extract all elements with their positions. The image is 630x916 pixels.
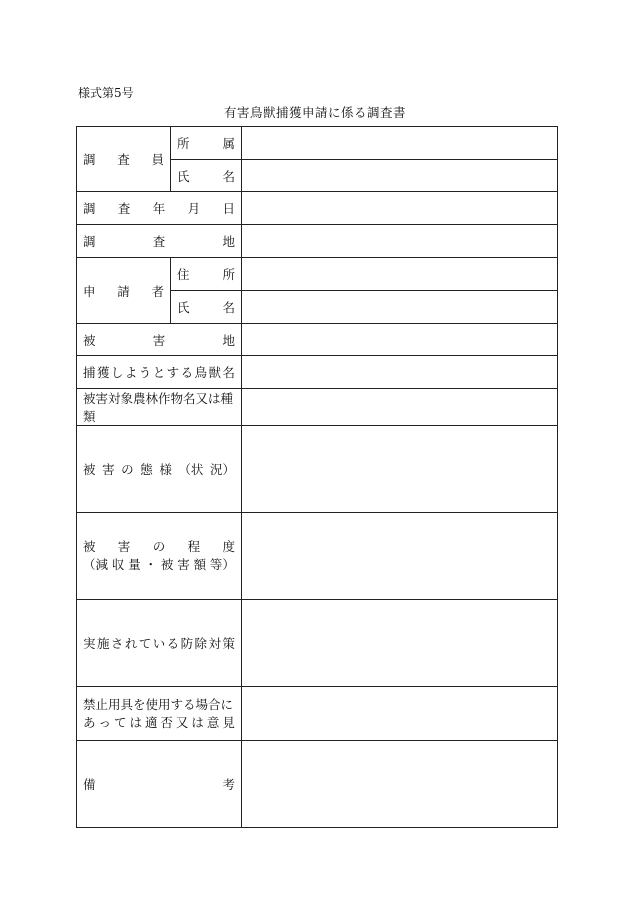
label-char: 員	[151, 152, 164, 167]
label-char: 量	[128, 557, 141, 572]
label-char: 査	[117, 201, 131, 216]
investigator-affiliation-field[interactable]	[242, 127, 558, 160]
prohibited-tools-field[interactable]	[242, 687, 558, 741]
label-char: っ	[98, 714, 111, 730]
form-number: 様式第5号	[78, 86, 134, 100]
label-char: 実	[83, 636, 96, 651]
label-char: て	[138, 636, 152, 651]
row-remarks	[77, 741, 558, 828]
row-damage-place	[77, 324, 558, 356]
label-char: 者	[151, 283, 164, 299]
damage-extent-field[interactable]	[242, 513, 558, 600]
label-char: 施	[96, 636, 110, 651]
label-char: 名	[222, 168, 235, 184]
damage-place-field[interactable]	[242, 324, 558, 356]
label-char: る	[180, 365, 194, 380]
label-char: 態	[140, 462, 153, 477]
address-label	[171, 258, 242, 291]
investigator-name-label	[171, 160, 242, 192]
label-char: 所	[222, 267, 235, 282]
label-char: て	[113, 714, 127, 730]
row-prohibited-tools	[77, 687, 558, 741]
label-char: 被	[83, 332, 96, 348]
label-char: 月	[187, 201, 201, 216]
label-char: 査	[117, 152, 130, 167]
label-char: 害	[152, 332, 166, 348]
damage-extent-label	[77, 513, 242, 600]
label-char: 被	[83, 539, 96, 554]
prevention-field[interactable]	[242, 600, 558, 687]
target-species-label	[77, 356, 242, 389]
row-prevention	[77, 600, 558, 687]
label-char: 程	[187, 539, 201, 554]
row-damaged-crops	[77, 389, 558, 426]
applicant-label	[77, 258, 171, 324]
damage-situation-label	[77, 426, 242, 513]
row-target-species	[77, 356, 558, 389]
applicant-address-field[interactable]	[242, 258, 558, 291]
label-char: の	[121, 462, 134, 477]
label-char: 害	[177, 557, 190, 572]
investigator-name-field[interactable]	[242, 160, 558, 192]
label-char: 調	[83, 201, 96, 216]
label-char: 鳥	[194, 365, 208, 380]
label-char: 調	[83, 152, 96, 167]
investigator-label	[77, 127, 171, 192]
target-species-field[interactable]	[242, 356, 558, 389]
label-char: 年	[152, 201, 166, 216]
label-char: よ	[124, 365, 138, 380]
label-char: 氏	[177, 300, 190, 315]
remarks-label	[77, 741, 242, 828]
label-char: あ	[83, 714, 96, 730]
label-char: 害	[117, 539, 131, 554]
remarks-field[interactable]	[242, 741, 558, 828]
label-char: い	[152, 636, 166, 651]
damage-situation-field[interactable]	[242, 426, 558, 513]
label-char: 度	[222, 539, 235, 554]
document-title: 有害鳥獣捕獲申請に係る調査書	[223, 105, 406, 120]
label-char: 除	[194, 636, 208, 651]
row-investigator-affiliation	[77, 127, 558, 160]
label-char: 所	[177, 136, 190, 151]
label-char: 様	[159, 462, 172, 477]
label-char: （減	[83, 557, 109, 572]
survey-place-label	[77, 225, 242, 258]
label-char: は	[129, 714, 142, 730]
label-char: 備	[83, 777, 96, 792]
label-char: 適	[144, 714, 158, 730]
label-char: 獲	[96, 365, 110, 380]
label-char: 申	[83, 283, 96, 299]
label-char: 額	[193, 557, 207, 572]
label-char: 日	[222, 201, 235, 216]
label-char: 被	[160, 557, 174, 572]
label-char: 地	[222, 234, 235, 249]
damaged-crops-field[interactable]	[242, 389, 558, 426]
survey-form-table	[76, 126, 558, 828]
row-damage-extent	[77, 513, 558, 600]
label-char: の	[152, 539, 166, 554]
prohibited-tools-label	[77, 687, 242, 741]
label-char: 名	[222, 365, 235, 380]
label-char: 害	[102, 462, 115, 477]
damaged-crops-label	[77, 389, 242, 426]
label-char: 被	[83, 462, 96, 477]
applicant-name-field[interactable]	[242, 291, 558, 324]
prevention-label	[77, 600, 242, 687]
label-char: 等）	[209, 557, 235, 572]
label-char: 捕	[83, 365, 96, 380]
applicant-name-label	[171, 291, 242, 324]
label-char: 請	[117, 283, 130, 299]
label-char: す	[166, 365, 180, 380]
row-applicant-address	[77, 258, 558, 291]
label-char: 属	[222, 136, 235, 151]
label-char: れ	[124, 636, 138, 651]
survey-date-label	[77, 192, 242, 225]
label-char: 住	[177, 267, 190, 282]
damage-place-label	[77, 324, 242, 356]
label-char: さ	[110, 636, 124, 651]
label-char: し	[110, 365, 124, 380]
affiliation-label	[171, 127, 242, 160]
row-damage-situation	[77, 426, 558, 513]
label-text: 禁止用具を使用する場合に	[83, 696, 234, 712]
label-char: 氏	[177, 168, 190, 184]
label-char: 調	[83, 234, 96, 249]
label-char: 獣	[208, 365, 221, 380]
label-char: （状	[178, 462, 204, 477]
label-char: 又	[175, 714, 189, 730]
label-char: と	[152, 365, 166, 380]
label-char: 考	[222, 777, 235, 792]
label-char: 否	[160, 714, 173, 730]
row-survey-place	[77, 225, 558, 258]
label-char: う	[138, 365, 152, 380]
label-char: 名	[222, 300, 235, 315]
label-char: 収	[111, 557, 125, 572]
label-char: る	[166, 636, 180, 651]
label-char: 地	[222, 332, 235, 348]
survey-date-field[interactable]	[242, 192, 558, 225]
label-text: 被害対象農林作物名又は種類	[83, 391, 234, 424]
survey-place-field[interactable]	[242, 225, 558, 258]
label-char: 見	[222, 714, 235, 730]
label-char: 査	[152, 234, 166, 249]
label-char: 策	[222, 636, 235, 651]
label-char: 況）	[209, 462, 235, 477]
label-char: 対	[208, 636, 221, 651]
label-char: ・	[144, 557, 158, 572]
row-survey-date	[77, 192, 558, 225]
label-char: は	[191, 714, 204, 730]
label-char: 意	[206, 714, 220, 730]
label-char: 防	[180, 636, 194, 651]
